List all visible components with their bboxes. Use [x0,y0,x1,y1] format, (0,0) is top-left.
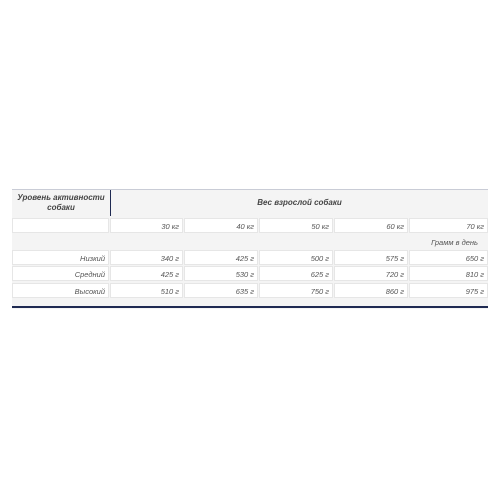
unit-label: Грамм в день [431,238,478,247]
value-cell: 860 г [334,283,408,298]
value-cell: 750 г [259,283,333,298]
value-cell: 650 г [409,250,488,265]
value-cell: 635 г [184,283,258,298]
value-cell: 425 г [110,266,183,281]
weights-row-empty-cell [12,218,109,233]
value-cell: 425 г [184,250,258,265]
value-cell: 500 г [259,250,333,265]
table-row [12,250,488,265]
activity-level-cell: Высокий [12,283,109,298]
value-cell: 340 г [110,250,183,265]
value-cell: 975 г [409,283,488,298]
value-cell: 720 г [334,266,408,281]
weight-cell: 50 кг [259,218,333,233]
table-bottom-border [12,306,488,308]
dog-weight-header: Вес взрослой собаки [257,198,342,207]
table-row [12,283,488,298]
weight-cell: 30 кг [110,218,183,233]
activity-level-cell: Низкий [12,250,109,265]
value-cell: 575 г [334,250,408,265]
table-top-border [12,189,488,190]
weights-row [12,218,488,233]
value-cell: 625 г [259,266,333,281]
activity-level-header: Уровень активности собаки [17,193,105,212]
value-cell: 510 г [110,283,183,298]
weight-cell: 70 кг [409,218,488,233]
value-cell: 810 г [409,266,488,281]
activity-level-cell: Средний [12,266,109,281]
value-cell: 530 г [184,266,258,281]
weight-cell: 40 кг [184,218,258,233]
table-row [12,266,488,281]
weight-cell: 60 кг [334,218,408,233]
